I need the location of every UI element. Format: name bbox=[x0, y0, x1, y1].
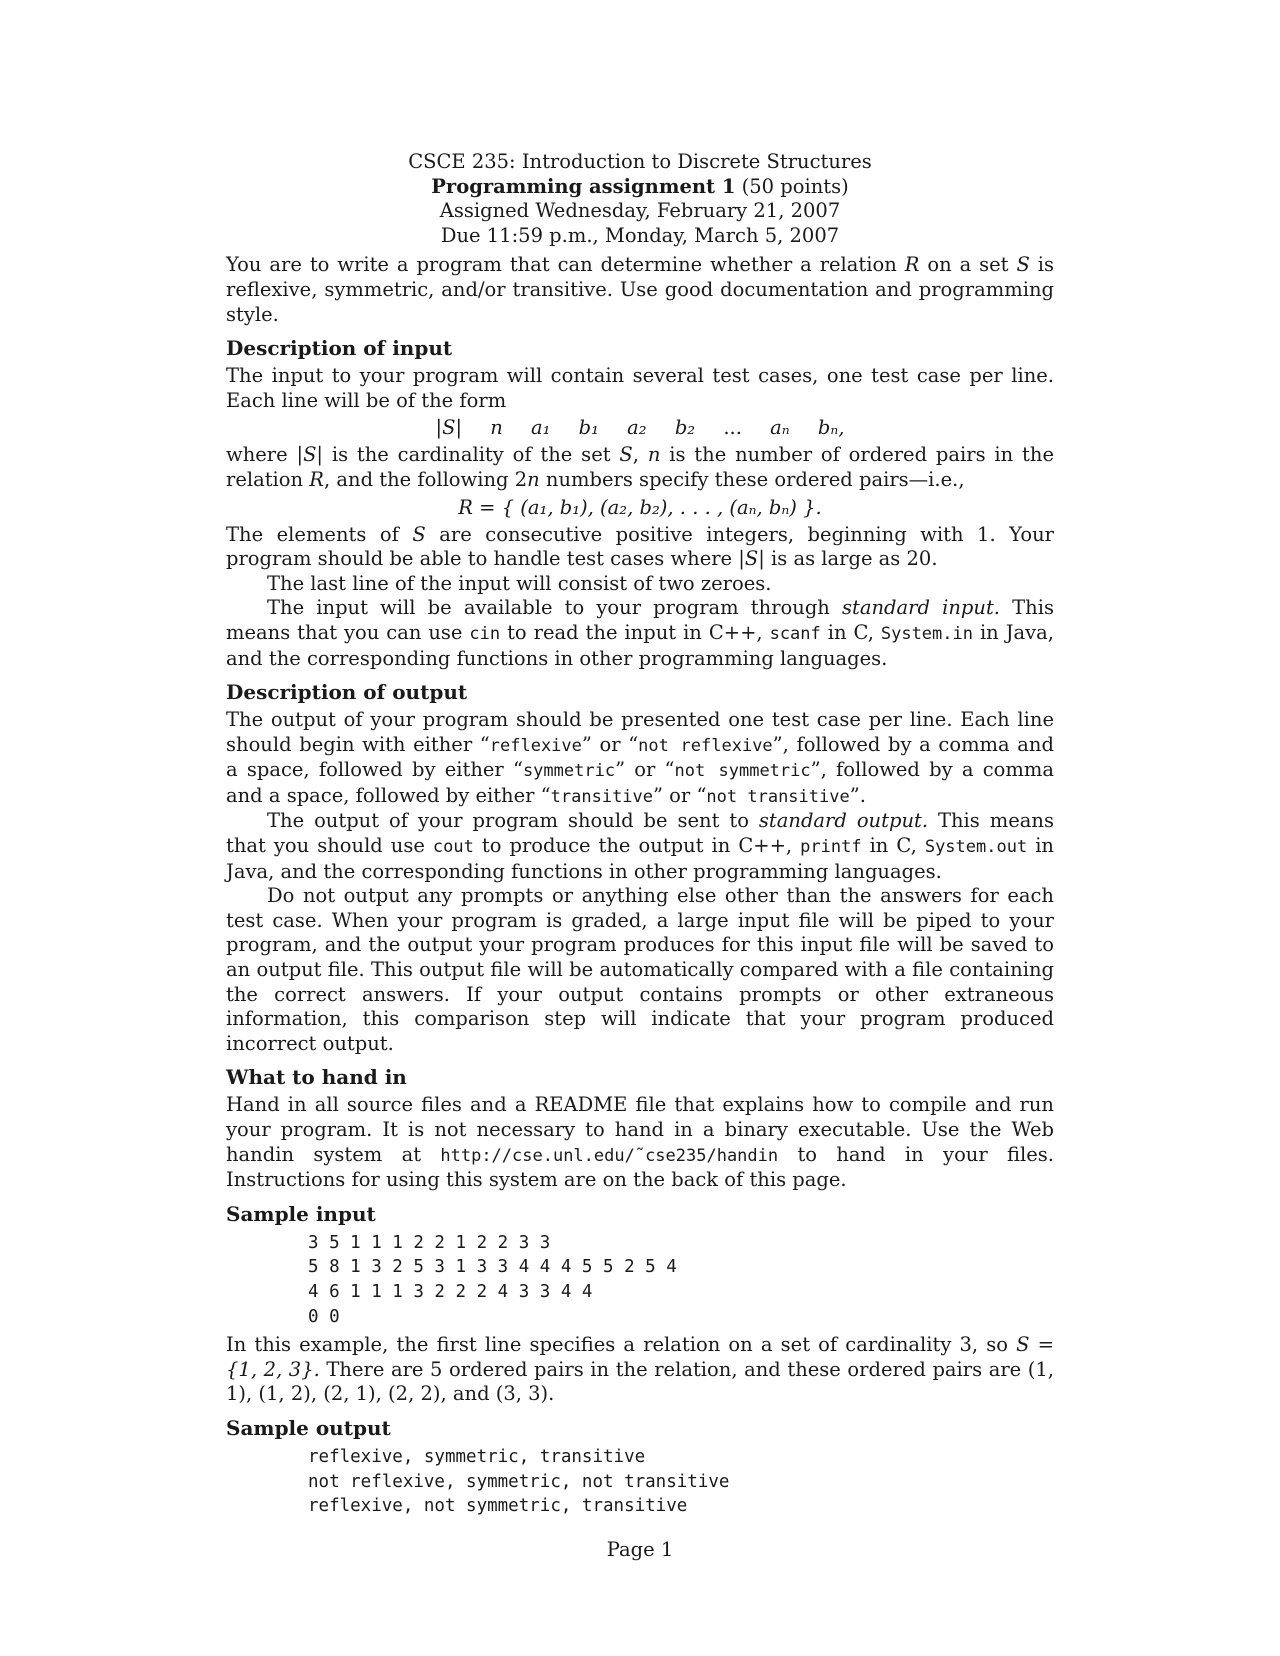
intro-paragraph: You are to write a program that can determine whether a relation R on a set S is reflexive, symmetric, and/or transitive. Use good documentation and programming style. bbox=[226, 253, 1054, 326]
course-title: CSCE 235: Introduction to Discrete Structures bbox=[408, 150, 872, 173]
document-page bbox=[226, 150, 1054, 1523]
relation-formula: R = { (a₁, b₁), (a₂, b₂), . . . , (aₙ, bₙ) }. bbox=[458, 495, 822, 519]
assignment-title: Programming assignment 1 (50 points) bbox=[431, 174, 849, 198]
input-paragraph-4: The last line of the input will consist of two zeroes. bbox=[267, 571, 772, 595]
sample-input-line: 5 8 1 3 2 5 3 1 3 3 4 4 4 5 5 2 5 4 bbox=[308, 1257, 677, 1278]
sample-output-heading: Sample output bbox=[226, 1415, 391, 1440]
document-header bbox=[226, 150, 1054, 248]
sample-input-line: 0 0 bbox=[308, 1306, 340, 1327]
sample-output-line: reflexive, not symmetric, transitive bbox=[308, 1496, 688, 1517]
handin-paragraph: Hand in all source files and a README file that explains how to compile and run your program. It is not necessary to hand in a binary executable. Use the Web handin system at http://cse.unl.edu/˜cse235/handin to hand in your files. Instructions for using this system are on the back of this page. bbox=[226, 1093, 1055, 1192]
input-paragraph-5: The input will be available to your program through standard input. This means that you can use cin to read the input in C++, scanf in C, System.in in Java, and the corresponding functions in other programming languages. bbox=[226, 596, 1054, 670]
input-paragraph-2: where |S| is the cardinality of the set S, n is the number of ordered pairs in the relation R, and the following 2n numbers specify these ordered pairs—i.e., bbox=[226, 443, 1054, 491]
sample-input-line: 4 6 1 1 1 3 2 2 2 4 3 3 4 4 bbox=[308, 1281, 593, 1302]
output-paragraph-3: Do not output any prompts or anything else other than the answers for each test case. When your program is graded, a large input file will be piped to your program, and the output your program produces for this input file will be saved to an output file. This output file will be automatically compared with a file containing the correct answers. If your output contains prompts or other extraneous information, this comparison step will indicate that your program produced incorrect output. bbox=[226, 884, 1054, 1055]
input-paragraph-1: The input to your program will contain several test cases, one test case per line. Each line will be of the form bbox=[226, 364, 1054, 412]
handin-heading: What to hand in bbox=[226, 1065, 407, 1090]
sample-input-line: 3 5 1 1 1 2 2 1 2 2 3 3 bbox=[308, 1232, 551, 1253]
sample-output-block bbox=[308, 1445, 1054, 1519]
output-heading: Description of output bbox=[226, 680, 468, 705]
input-heading: Description of input bbox=[226, 336, 453, 361]
input-form-line: |S| n a₁ b₁ a₂ b₂ ... aₙ bₙ, bbox=[435, 416, 845, 440]
input-paragraph-3: The elements of S are consecutive positive integers, beginning with 1. Your program should be able to handle test cases where |S| is as large as 20. bbox=[226, 522, 1054, 571]
sample-explanation: In this example, the first line specifies a relation on a set of cardinality 3, so S = {1, 2, 3}. There are 5 ordered pairs in the relation, and these ordered pairs are (1, 1), (1, 2), (2, 1), (2, 2), and (3, 3). bbox=[226, 1333, 1054, 1406]
assigned-date: Assigned Wednesday, February 21, 2007 bbox=[439, 199, 841, 223]
sample-output-line: reflexive, symmetric, transitive bbox=[308, 1446, 646, 1467]
sample-input-heading: Sample input bbox=[226, 1201, 376, 1226]
sample-output-line: not reflexive, symmetric, not transitive bbox=[308, 1471, 730, 1492]
page-number: Page 1 bbox=[606, 1538, 674, 1561]
output-paragraph-2: The output of your program should be sent to standard output. This means that you should use cout to produce the output in C++, printf in C, System.out in Java, and the corresponding functions in other programming languages. bbox=[226, 809, 1054, 883]
sample-input-block bbox=[308, 1231, 1054, 1329]
handin-url[interactable]: http://cse.unl.edu/˜cse235/handin bbox=[440, 1145, 779, 1166]
output-paragraph-1: The output of your program should be presented one test case per line. Each line should begin with either “reflexive” or “not reflexive”, followed by a comma and a space, followed by either “symmetric” or “not symmetric”, followed by a comma and a space, followed by either “transitive” or “not transitive”. bbox=[226, 708, 1054, 807]
due-date: Due 11:59 p.m., Monday, March 5, 2007 bbox=[440, 223, 840, 247]
